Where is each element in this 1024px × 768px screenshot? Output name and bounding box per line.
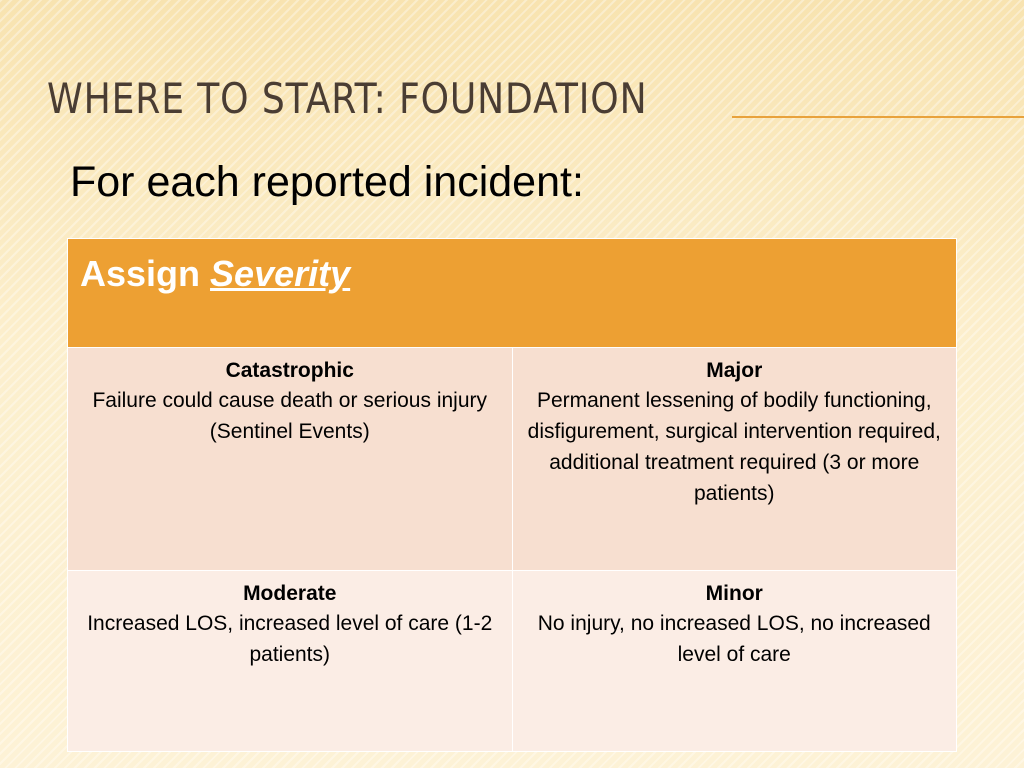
severity-level-description: Permanent lessening of bodily functioning, disfigurement, surgical intervention required, additional treatment required (3 or more patients)	[527, 389, 941, 505]
severity-level-description: No injury, no increased LOS, no increased level of care	[537, 612, 931, 666]
severity-level-title: Moderate	[243, 582, 337, 605]
table-header-cell	[68, 239, 957, 348]
severity-cell-catastrophic	[68, 348, 513, 571]
severity-level-description: Increased LOS, increased level of care (1-2 patients)	[87, 612, 493, 666]
title-divider	[732, 116, 1024, 118]
severity-cell-minor	[512, 571, 957, 752]
severity-cell-moderate	[68, 571, 513, 752]
table-row	[68, 571, 957, 752]
severity-level-title: Major	[706, 359, 763, 382]
severity-level-title: Catastrophic	[225, 359, 354, 382]
table-row	[68, 348, 957, 571]
table-header-row	[68, 239, 957, 348]
header-prefix: Assign	[80, 253, 211, 294]
slide-subtitle: For each reported incident:	[70, 158, 584, 206]
severity-cell-major	[512, 348, 957, 571]
severity-level-description: Failure could cause death or serious injury (Sentinel Events)	[92, 389, 488, 443]
severity-level-title: Minor	[705, 582, 763, 605]
slide-title: WHERE TO START: FOUNDATION	[47, 74, 648, 123]
header-emphasis: Severity	[210, 253, 351, 294]
severity-table	[67, 238, 957, 752]
